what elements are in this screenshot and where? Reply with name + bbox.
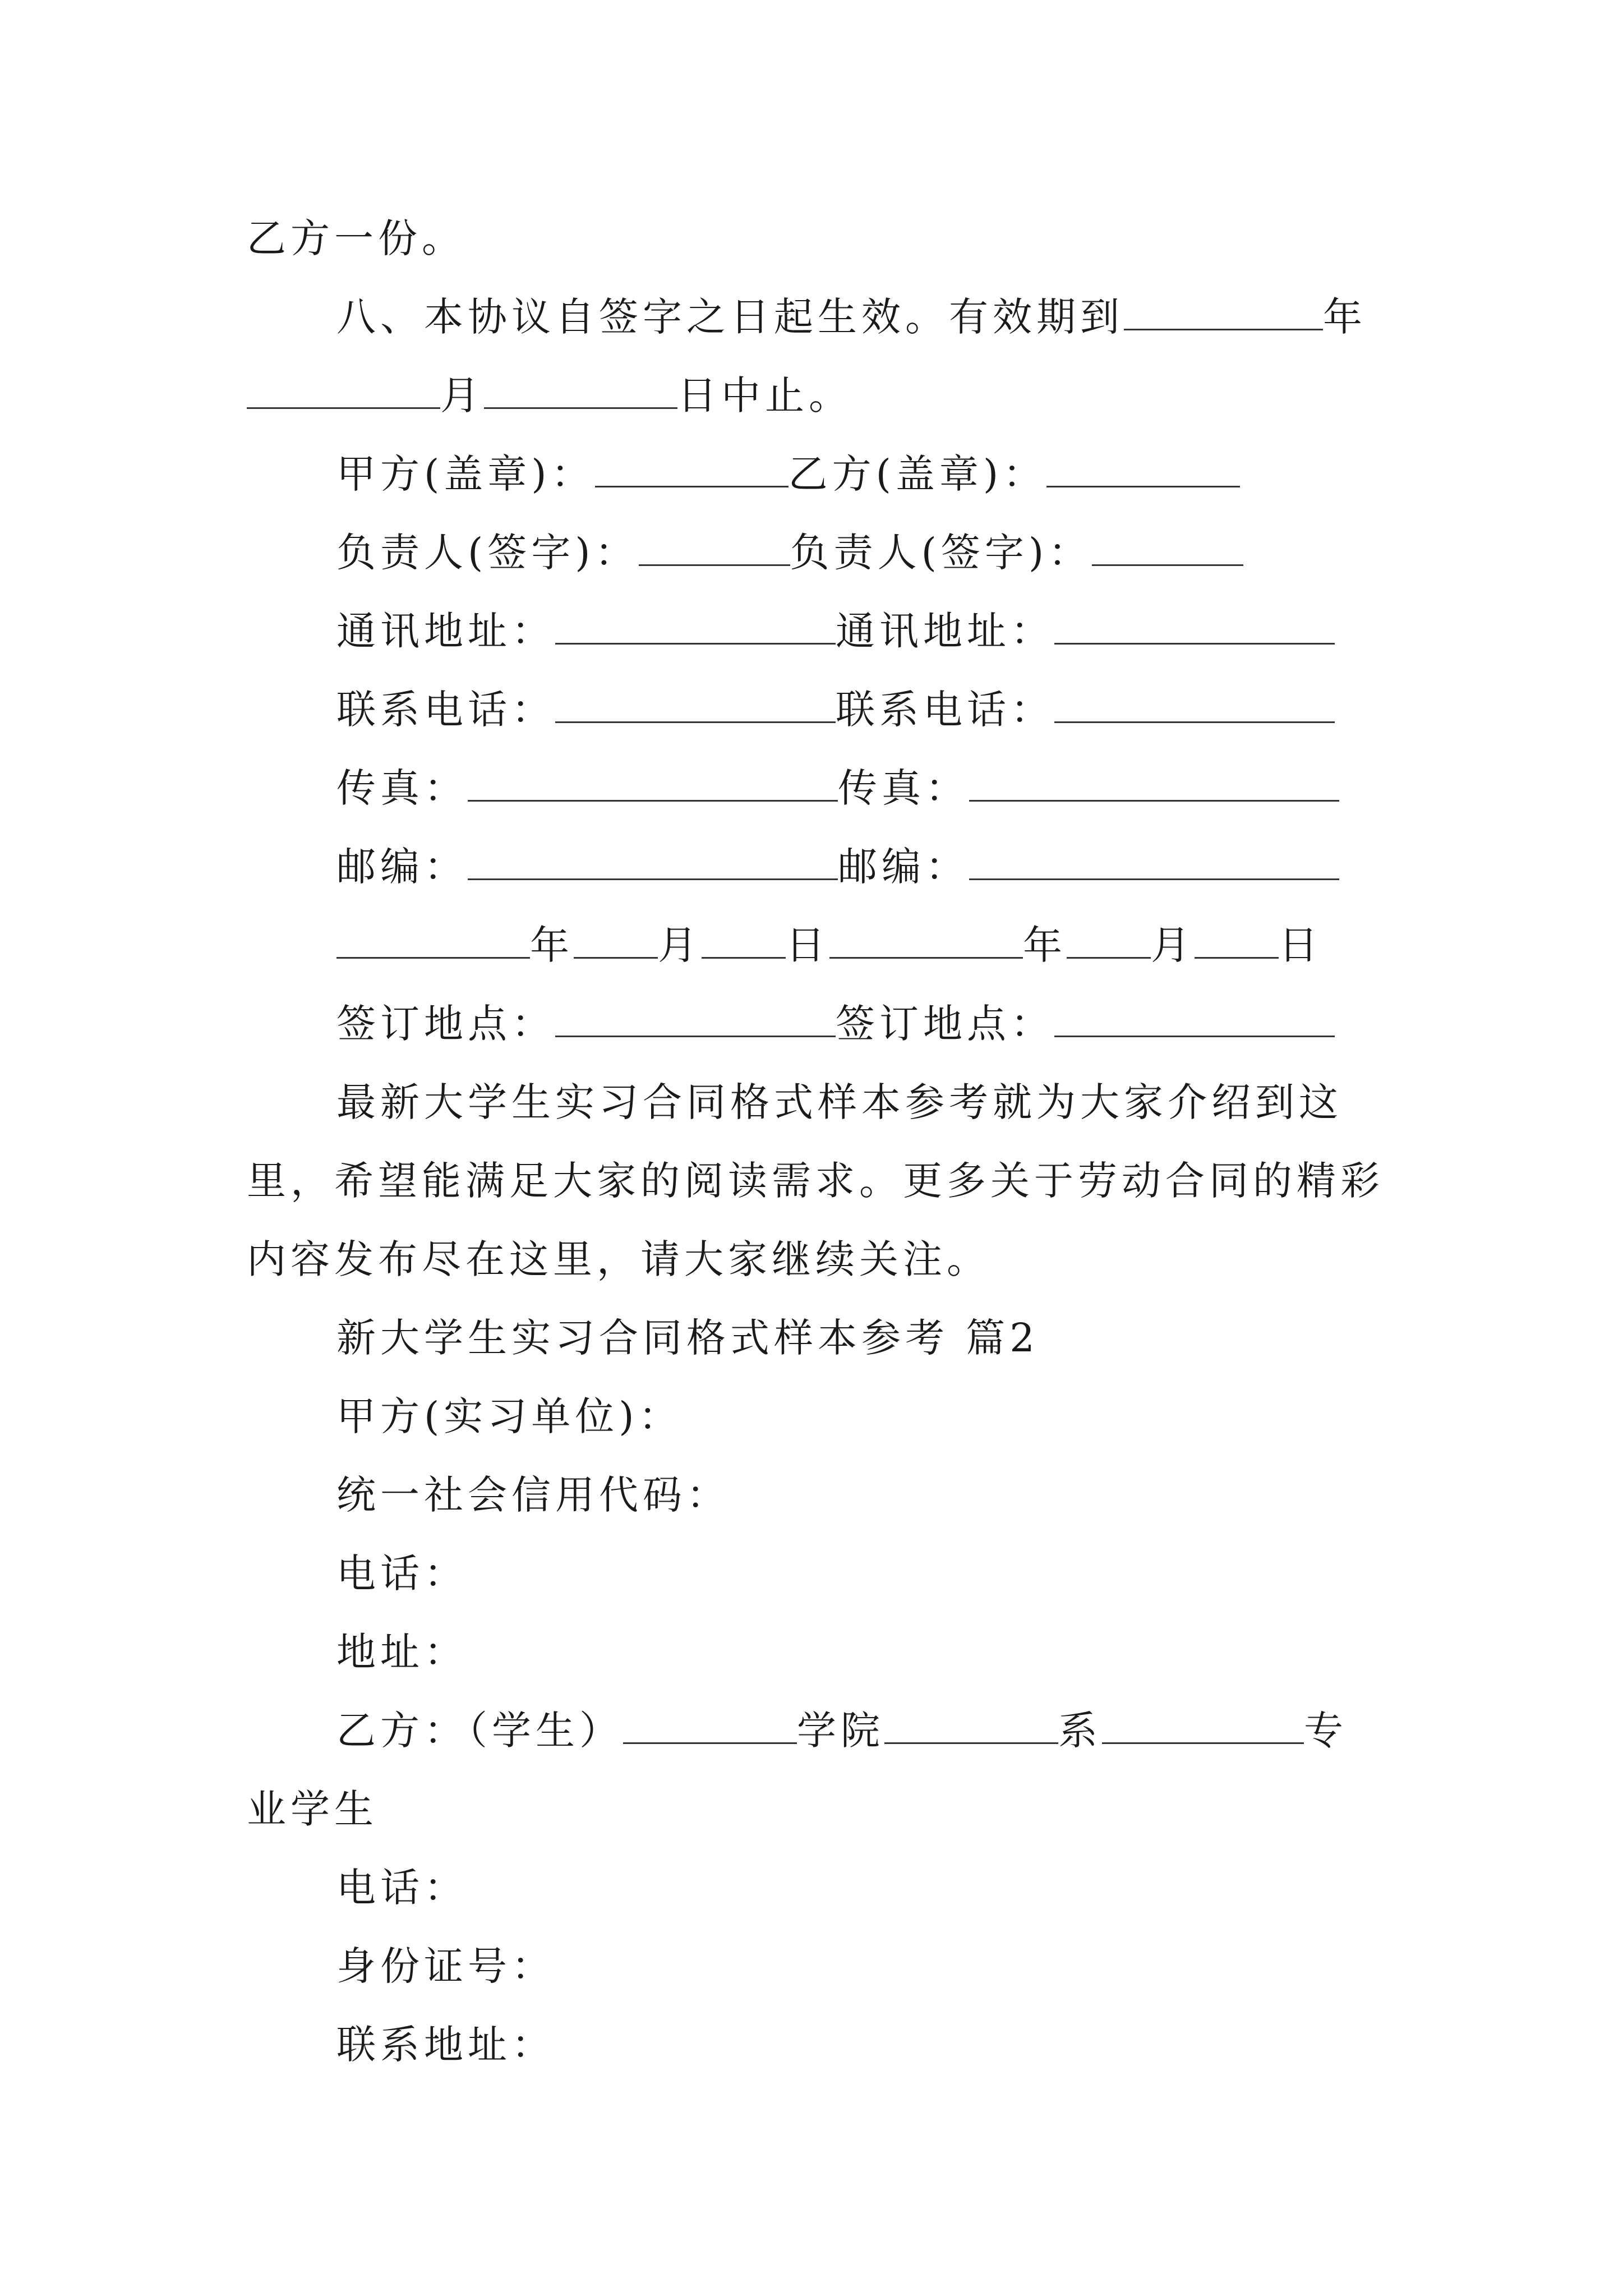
- blank-line: [884, 1703, 1058, 1744]
- blank-line: [336, 918, 530, 959]
- blank-line: [1124, 289, 1323, 330]
- label: 签订地点：: [836, 1001, 1054, 1047]
- blank-line: [702, 918, 786, 959]
- label: 电话：: [336, 1865, 468, 1911]
- blank-line: [555, 604, 836, 645]
- text-line: [336, 1545, 468, 1602]
- text-line: [336, 996, 1335, 1052]
- label: 甲方(盖章)：: [336, 451, 595, 497]
- text-line: [336, 2017, 555, 2073]
- label: 身份证号：: [336, 1943, 555, 1989]
- label: 传真：: [838, 765, 969, 811]
- text: 学院: [797, 1708, 884, 1754]
- text: 日: [786, 922, 829, 968]
- text-line: [336, 1388, 683, 1444]
- label: 联系地址：: [336, 2022, 555, 2068]
- text: 新大学生实习合同格式样本参考 篇2: [336, 1315, 1039, 1361]
- blank-line: [484, 368, 677, 409]
- text: 日: [1279, 922, 1322, 968]
- blank-line: [623, 1703, 797, 1744]
- label: 邮编：: [336, 844, 468, 890]
- blank-line: [574, 918, 658, 959]
- blank-line: [247, 368, 440, 409]
- text-line: [247, 367, 852, 424]
- text: 月: [440, 372, 484, 418]
- text: 年: [530, 922, 574, 968]
- blank-line: [1046, 447, 1240, 487]
- blank-line: [555, 996, 836, 1037]
- blank-line: [1102, 1703, 1304, 1744]
- label: 统一社会信用代码：: [336, 1472, 730, 1518]
- label: 负责人(签字)：: [336, 530, 639, 576]
- text-line: [336, 760, 1339, 816]
- blank-line: [639, 525, 790, 566]
- blank-line: [555, 682, 836, 723]
- label: 甲方(实习单位)：: [336, 1393, 683, 1439]
- text: 月: [1151, 922, 1195, 968]
- text: 内容发布尽在这里，请大家继续关注。: [247, 1236, 990, 1282]
- label: 通讯地址：: [836, 608, 1054, 654]
- label: 地址：: [336, 1629, 468, 1675]
- text-line: [336, 1938, 555, 1994]
- text-line: [336, 1074, 1343, 1130]
- label: 负责人(签字)：: [790, 530, 1092, 576]
- text: 专: [1304, 1708, 1348, 1754]
- text-line: [336, 1467, 730, 1523]
- text: 月: [658, 922, 702, 968]
- text-line: [336, 1703, 1348, 1759]
- text-line: [336, 289, 1367, 345]
- text: 业学生: [247, 1786, 378, 1832]
- blank-line: [468, 761, 838, 802]
- blank-line: [969, 761, 1339, 802]
- text: 年: [1023, 922, 1067, 968]
- blank-line: [969, 839, 1339, 880]
- blank-line: [1054, 604, 1335, 645]
- blank-line: [829, 918, 1023, 959]
- label: 乙方(盖章)：: [788, 451, 1047, 497]
- text: 里，希望能满足大家的阅读需求。更多关于劳动合同的精彩: [247, 1158, 1384, 1204]
- blank-line: [468, 839, 838, 880]
- text-line: [336, 603, 1335, 659]
- text: 日中止。: [677, 372, 852, 418]
- blank-line: [1054, 682, 1335, 723]
- text: 年: [1323, 294, 1367, 340]
- label: 通讯地址：: [336, 608, 555, 654]
- text: 八、本协议自签字之日起生效。有效期到: [336, 294, 1124, 340]
- text-line: [336, 1624, 468, 1680]
- label: 签订地点：: [336, 1001, 555, 1047]
- text-line: [247, 1781, 378, 1837]
- text-line: [336, 682, 1335, 738]
- text-line: [247, 1231, 990, 1287]
- text-line: [336, 524, 1243, 581]
- blank-line: [1054, 996, 1335, 1037]
- text: 最新大学生实习合同格式样本参考就为大家介绍到这: [336, 1079, 1343, 1125]
- label: 传真：: [336, 765, 468, 811]
- text-line: [247, 1153, 1384, 1209]
- text: 系: [1058, 1708, 1102, 1754]
- label: 邮编：: [838, 844, 969, 890]
- text-line: [247, 210, 465, 266]
- text-line: [336, 1860, 468, 1916]
- section-title: [336, 1310, 1039, 1366]
- label: 联系电话：: [836, 687, 1054, 733]
- text: 乙方一份。: [247, 215, 465, 261]
- blank-line: [595, 447, 789, 487]
- text-line: [336, 917, 1322, 973]
- text-line: [336, 446, 1240, 502]
- label: 乙方：（学生）: [336, 1708, 623, 1754]
- blank-line: [1195, 918, 1279, 959]
- blank-line: [1092, 525, 1243, 566]
- blank-line: [1067, 918, 1151, 959]
- text-line: [336, 839, 1339, 895]
- label: 电话：: [336, 1550, 468, 1596]
- label: 联系电话：: [336, 687, 555, 733]
